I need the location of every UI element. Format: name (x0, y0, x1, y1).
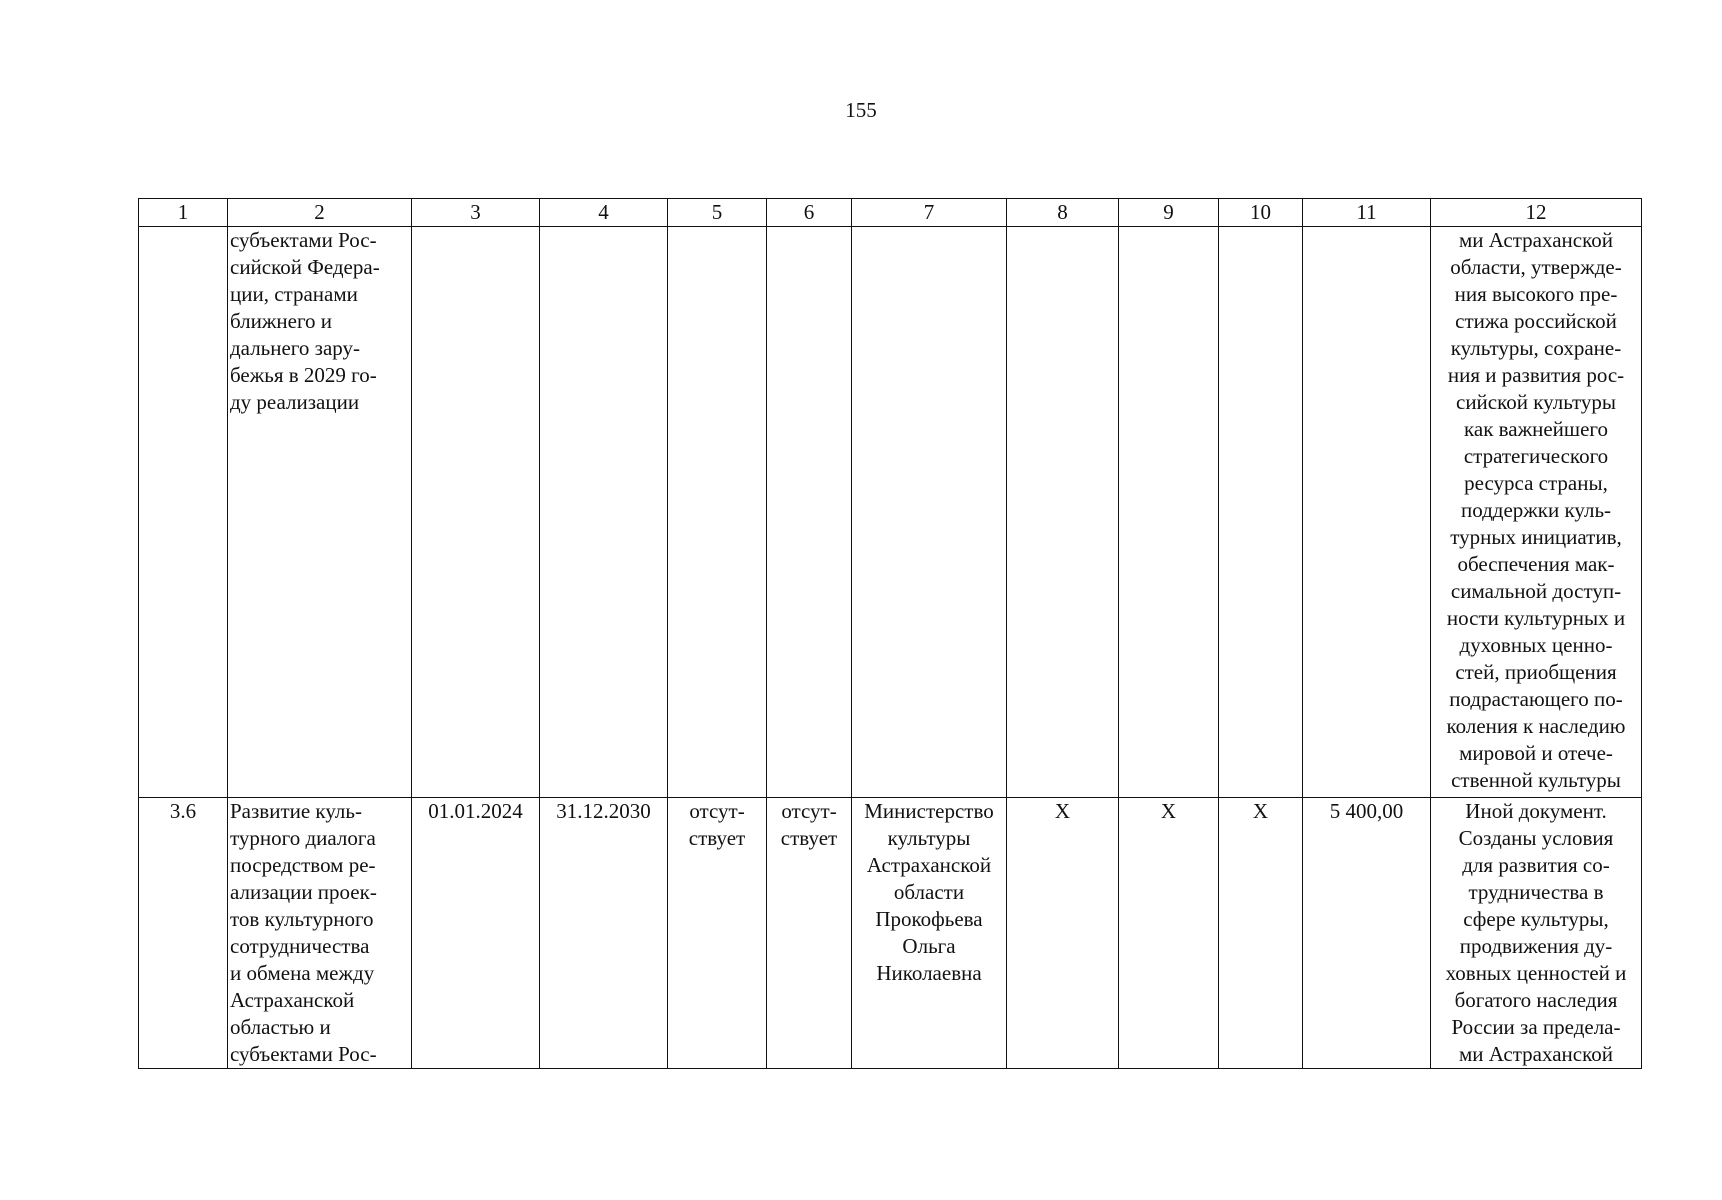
column-header-3: 3 (412, 199, 540, 227)
column-header-12: 12 (1431, 199, 1642, 227)
cell-end-date: 31.12.2030 (540, 798, 668, 1069)
column-header-6: 6 (767, 199, 852, 227)
column-header-8: 8 (1007, 199, 1119, 227)
column-header-4: 4 (540, 199, 668, 227)
page-number: 155 (845, 98, 877, 122)
cell-amount: 5 400,00 (1303, 798, 1431, 1069)
column-header-7: 7 (852, 199, 1007, 227)
column-header-5: 5 (668, 199, 767, 227)
cell-end-date (540, 227, 668, 798)
cell-name: Развитие куль- турного диалога посредством ре- ализации проек- тов культурного сотрудничества и обмена между Астраханской областью и субъектами Рос- (228, 798, 412, 1069)
cell-result: ми Астраханской области, утвержде- ния высокого пре- стижа российской культуры, сохране- ния и развития рос- сийской культуры как важнейшего стратегического ресурса страны, поддержки куль- турных инициатив, обеспечения мак- симальной доступ- ности культурных и духовных ценно- стей, приобщения подрастающего по- коления к наследию мировой и отече- ственной культуры (1431, 227, 1642, 798)
document-table (138, 198, 1642, 1069)
cell-result: Иной документ. Созданы условия для развития со- трудничества в сфере культуры, продвижения ду- ховных ценностей и богатого наследия России за предела- ми Астраханской (1431, 798, 1642, 1069)
table-header-row (139, 199, 1642, 227)
cell-col-6 (767, 227, 852, 798)
cell-amount (1303, 227, 1431, 798)
column-header-1: 1 (139, 199, 228, 227)
table-row-3-6 (139, 798, 1642, 1069)
cell-number (139, 227, 228, 798)
cell-responsible (852, 227, 1007, 798)
cell-col-9 (1119, 227, 1219, 798)
column-header-10: 10 (1219, 199, 1303, 227)
cell-col-10 (1219, 227, 1303, 798)
column-header-9: 9 (1119, 199, 1219, 227)
cell-col-9: X (1119, 798, 1219, 1069)
column-header-11: 11 (1303, 199, 1431, 227)
table-row-continuation (139, 227, 1642, 798)
cell-col-6: отсут- ствует (767, 798, 852, 1069)
cell-number: 3.6 (139, 798, 228, 1069)
cell-col-5 (668, 227, 767, 798)
cell-name: субъектами Рос- сийской Федера- ции, странами ближнего и дальнего зару- бежья в 2029 го- ду реализации (228, 227, 412, 798)
cell-col-8: X (1007, 798, 1119, 1069)
cell-start-date: 01.01.2024 (412, 798, 540, 1069)
cell-col-5: отсут- ствует (668, 798, 767, 1069)
cell-col-8 (1007, 227, 1119, 798)
column-header-2: 2 (228, 199, 412, 227)
cell-responsible: Министерство культуры Астраханской области Прокофьева Ольга Николаевна (852, 798, 1007, 1069)
cell-col-10: X (1219, 798, 1303, 1069)
cell-start-date (412, 227, 540, 798)
